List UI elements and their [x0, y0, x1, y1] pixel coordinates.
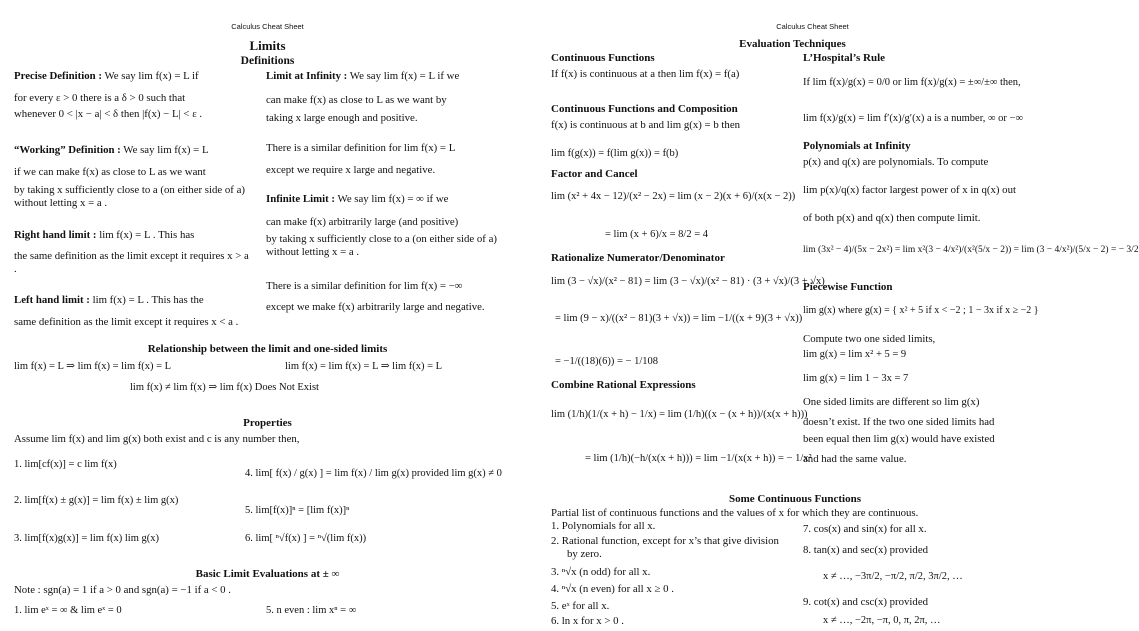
precise-definition-line1: Precise Definition : We say lim f(x) = L if [14, 70, 199, 82]
factor-cancel-title: Factor and Cancel [551, 168, 638, 180]
piecewise-text3: doesn’t exist. If the two one sided limits had [803, 416, 995, 428]
precise-definition-line2: for every ε > 0 there is a δ > 0 such that [14, 92, 186, 104]
relationship-line1a: lim f(x) = L ⇒ lim f(x) = lim f(x) = L [14, 361, 172, 372]
continuous-item-7: 7. cos(x) and sin(x) for all x. [803, 523, 927, 535]
relationship-line2: lim f(x) ≠ lim f(x) ⇒ lim f(x) Does Not Exist [130, 382, 319, 393]
combine-rational-line2: = lim (1/h)(−h/(x(x + h))) = lim −1/(x(x + h)) = − 1/x² [585, 453, 812, 464]
right-page [545, 0, 1139, 631]
factor-cancel-line1: lim (x² + 4x − 12)/(x² − 2x) = lim (x − 2)(x + 6)/(x(x − 2)) [551, 191, 796, 202]
combine-rational-line1: lim (1/h)(1/(x + h) − 1/x) = lim (1/h)((x − (x + h))/(x(x + h))) [551, 409, 808, 420]
property-1: 1. lim[cf(x)] = c lim f(x) [14, 459, 117, 470]
precise-definition-line3: whenever 0 < |x − a| < δ then |f(x) − L| < ε . [14, 108, 203, 120]
polynomials-infinity-formula: lim (3x² − 4)/(5x − 2x²) = lim x²(3 − 4/x²)/(x²(5/x − 2)) = lim (3 − 4/x²)/(5/x − 2) = − 3/2 [803, 245, 1139, 255]
continuous-functions-title: Continuous Functions [551, 52, 655, 64]
piecewise-limit-left: lim g(x) = lim x² + 5 = 9 [803, 349, 907, 360]
piecewise-text4: been equal then lim g(x) would have existed [803, 433, 995, 445]
page-header: Calculus Cheat Sheet [776, 22, 849, 31]
continuous-item-5: 5. eˣ for all x. [551, 600, 610, 612]
piecewise-title: Piecewise Function [803, 281, 893, 293]
right-hand-limit-label: Right hand limit : [14, 229, 97, 241]
continuous-item-9-condition: x ≠ …, −2π, −π, 0, π, 2π, … [823, 615, 941, 626]
composition-text: f(x) is continuous at b and lim g(x) = b then [551, 119, 741, 131]
section-title-relationship: Relationship between the limit and one-sided limits [147, 343, 388, 355]
property-2: 2. lim[f(x) ± g(x)] = lim f(x) ± lim g(x) [14, 495, 179, 506]
lhospital-line2: lim f(x)/g(x) = lim f′(x)/g′(x) a is a number, ∞ or −∞ [803, 113, 1023, 124]
piecewise-text2: One sided limits are different so lim g(x) [803, 396, 980, 408]
continuous-item-4: 4. ⁿ√x (n even) for all x ≥ 0 . [551, 583, 674, 595]
piecewise-text5: and had the same value. [803, 453, 907, 465]
working-definition-line2: if we can make f(x) as close to L as we want [14, 166, 206, 178]
limit-at-infinity-line2: can make f(x) as close to L as we want by [266, 94, 447, 106]
rationalize-line1: lim (3 − √x)/(x² − 81) = lim (3 − √x)/(x² − 81) · (3 + √x)/(3 + √x) [551, 276, 825, 287]
similar-definition-1-line2: except we require x large and negative. [266, 164, 436, 176]
similar-definition-2-line1: There is a similar definition for lim f(x) = −∞ [266, 280, 463, 292]
left-page [0, 0, 535, 631]
continuous-functions-text: If f(x) is continuous at a then lim f(x) = f(a) [551, 68, 740, 80]
section-title-basic-evaluations: Basic Limit Evaluations at ± ∞ [195, 568, 340, 580]
left-hand-limit-line1: Left hand limit : lim f(x) = L . This has the [14, 294, 204, 306]
some-continuous-intro: Partial list of continuous functions and the values of x for which they are continuous. [551, 507, 919, 519]
relationship-line1b: lim f(x) = lim f(x) = L ⇒ lim f(x) = L [285, 361, 443, 372]
left-hand-limit-label: Left hand limit : [14, 294, 90, 306]
infinite-limit-line1: Infinite Limit : We say lim f(x) = ∞ if we [266, 193, 449, 205]
polynomials-infinity-text3: of both p(x) and q(x) then compute limit. [803, 212, 981, 224]
infinite-limit-label: Infinite Limit : [266, 193, 335, 205]
composition-formula: lim f(g(x)) = f(lim g(x)) = f(b) [551, 148, 679, 159]
properties-intro: Assume lim f(x) and lim g(x) both exist and c is any number then, [14, 433, 300, 445]
property-5: 5. lim[f(x)]ⁿ = [lim f(x)]ⁿ [245, 505, 350, 516]
section-title-definitions: Definitions [240, 55, 295, 67]
polynomials-infinity-title: Polynomials at Infinity [803, 140, 911, 152]
section-title-properties: Properties [243, 417, 292, 429]
property-3: 3. lim[f(x)g(x)] = lim f(x) lim g(x) [14, 533, 160, 544]
continuous-item-8-condition: x ≠ …, −3π/2, −π/2, π/2, 3π/2, … [823, 571, 963, 582]
polynomials-infinity-text2: lim p(x)/q(x) factor largest power of x in q(x) out [803, 184, 1016, 196]
rationalize-line3: = −1/((18)(6)) = − 1/108 [555, 356, 659, 367]
limit-at-infinity-line1: Limit at Infinity : We say lim f(x) = L if we [266, 70, 460, 82]
working-definition-label: “Working” Definition : [14, 144, 121, 156]
rationalize-title: Rationalize Numerator/Denominator [551, 252, 725, 264]
continuous-item-1: 1. Polynomials for all x. [551, 520, 656, 532]
factor-cancel-line2: = lim (x + 6)/x = 8/2 = 4 [605, 229, 709, 240]
section-title-some-continuous: Some Continuous Functions [728, 493, 862, 505]
continuous-item-2: 2. Rational function, except for x’s that give division by zero. [551, 535, 779, 561]
lhospital-title: L’Hospital’s Rule [803, 52, 886, 64]
working-definition-line3: by taking x sufficiently close to a (on either side of a) without letting x = a . [14, 184, 245, 210]
basic-eval-5: 5. n even : lim xⁿ = ∞ [266, 605, 357, 616]
limit-at-infinity-label: Limit at Infinity : [266, 70, 348, 82]
sgn-note: Note : sgn(a) = 1 if a > 0 and sgn(a) = −1 if a < 0 . [14, 584, 231, 596]
basic-eval-1: 1. lim eˣ = ∞ & lim eˣ = 0 [14, 605, 122, 616]
piecewise-limit-right: lim g(x) = lim 1 − 3x = 7 [803, 373, 909, 384]
similar-definition-1-line1: There is a similar definition for lim f(x) = L [266, 142, 456, 154]
page-title: Evaluation Techniques [739, 38, 846, 50]
property-4: 4. lim[ f(x) / g(x) ] = lim f(x) / lim g(x) provided lim g(x) ≠ 0 [245, 468, 502, 479]
continuous-item-6: 6. ln x for x > 0 . [551, 615, 624, 627]
continuous-item-9: 9. cot(x) and csc(x) provided [803, 596, 929, 608]
continuous-item-8: 8. tan(x) and sec(x) provided [803, 544, 929, 556]
right-hand-limit-line1: Right hand limit : lim f(x) = L . This has [14, 229, 195, 241]
limit-at-infinity-line3: taking x large enough and positive. [266, 112, 418, 124]
left-hand-limit-line2: same definition as the limit except it requires x < a . [14, 316, 239, 328]
piecewise-definition: lim g(x) where g(x) = { x² + 5 if x < −2 ; 1 − 3x if x ≥ −2 } [803, 305, 1039, 316]
piecewise-text1: Compute two one sided limits, [803, 333, 936, 345]
rationalize-line2: = lim (9 − x)/((x² − 81)(3 + √x)) = lim −1/((x + 9)(3 + √x)) [555, 313, 803, 324]
property-6: 6. lim[ ⁿ√f(x) ] = ⁿ√(lim f(x)) [245, 533, 367, 544]
similar-definition-2-line2: except we make f(x) arbitrarily large and negative. [266, 301, 485, 313]
infinite-limit-line2: can make f(x) arbitrarily large (and positive) [266, 216, 459, 228]
composition-title: Continuous Functions and Composition [551, 103, 738, 115]
working-definition-line1: “Working” Definition : We say lim f(x) = L [14, 144, 209, 156]
right-hand-limit-line2: the same definition as the limit except it requires x > a . [14, 250, 249, 276]
page-title: Limits [249, 38, 286, 53]
combine-rational-title: Combine Rational Expressions [551, 379, 696, 391]
lhospital-line1: If lim f(x)/g(x) = 0/0 or lim f(x)/g(x) = ±∞/±∞ then, [803, 77, 1021, 88]
page-header: Calculus Cheat Sheet [231, 22, 304, 31]
continuous-item-3: 3. ⁿ√x (n odd) for all x. [551, 566, 651, 578]
polynomials-infinity-text1: p(x) and q(x) are polynomials. To compute [803, 156, 989, 168]
precise-definition-label: Precise Definition : [14, 70, 102, 82]
infinite-limit-line3: by taking x sufficiently close to a (on either side of a) without letting x = a . [266, 233, 497, 259]
